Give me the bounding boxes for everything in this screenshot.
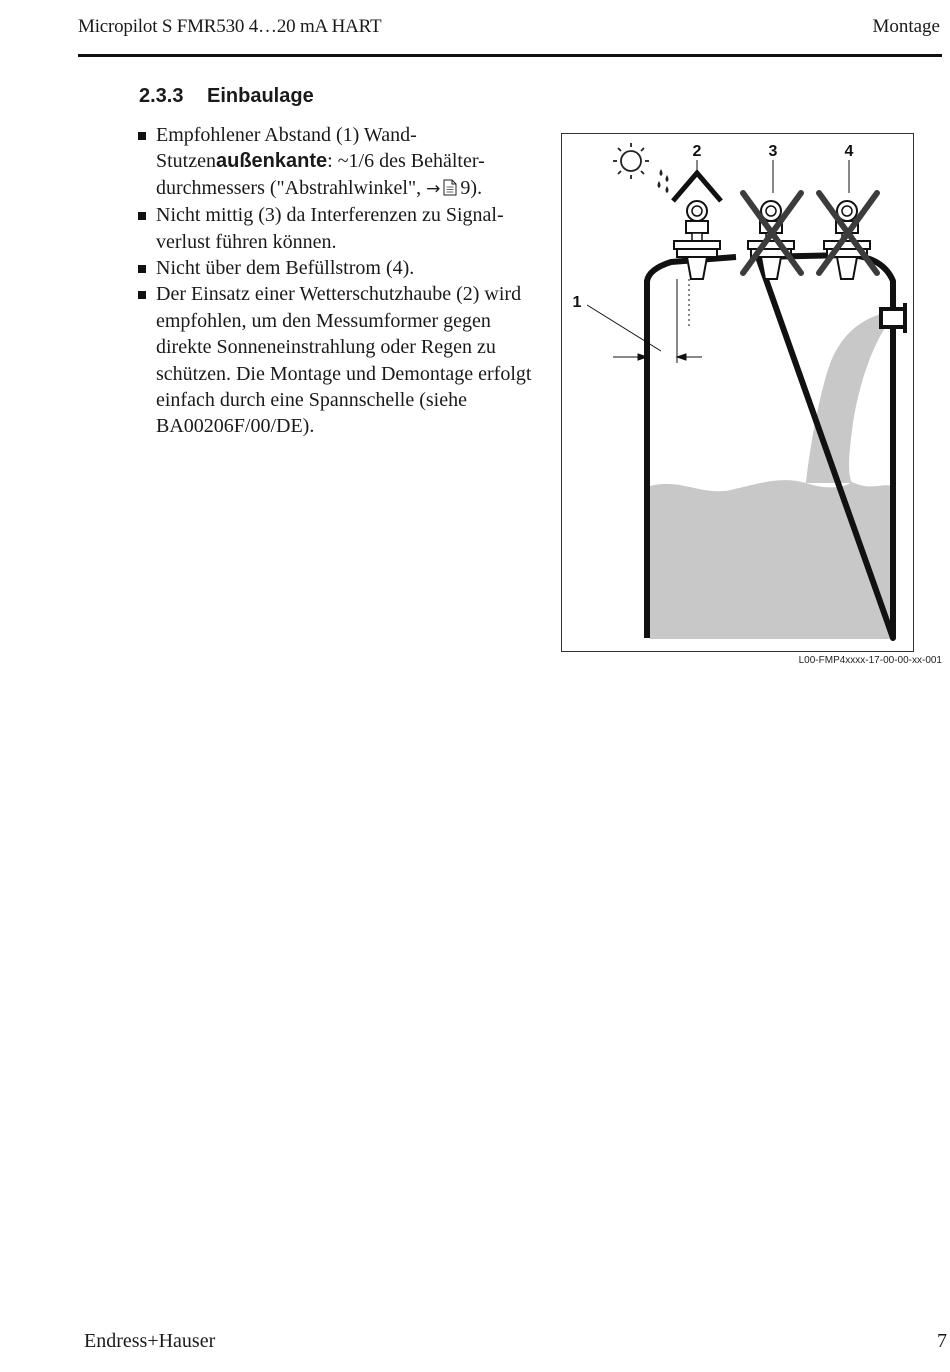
bullet-emphasis: außenkante — [216, 150, 328, 173]
figure-label-3: 3 — [768, 143, 778, 160]
section-heading — [139, 85, 314, 108]
arrow-icon: → — [426, 178, 441, 199]
liquid-surface — [650, 480, 892, 639]
page-number: 7 — [937, 1330, 947, 1352]
figure-label-1: 1 — [572, 294, 582, 311]
bullet-item-distance — [138, 122, 548, 202]
bullet-list — [138, 122, 548, 440]
figure-label-2: 2 — [692, 143, 702, 160]
bullet-text: durchmessers ("Abstrahlwinkel", — [156, 176, 422, 199]
figure-caption: L00-FMP4xxxx-17-00-00-xx-001 — [798, 655, 942, 666]
section-number: 2.3.3 — [139, 85, 184, 107]
bullet-text: : ~1/6 des Behälter- — [327, 150, 485, 173]
running-header-chapter: Montage — [872, 16, 940, 37]
mounting-position-figure — [561, 133, 914, 652]
bullet-item-weather-cover: Der Einsatz einer Wetterschutzhaube (2) wird empfohlen, um den Messumformer gegen direkte Sonneneinstrahlung oder Regen zu schützen. Die Montage und Demontage erfolgt einfach durch eine Spannschelle (siehe BA00206F/00/DE). — [138, 281, 548, 439]
page-reference-icon[interactable] — [443, 179, 457, 196]
inflow-nozzle — [881, 309, 905, 327]
bullet-item-not-center: Nicht mittig (3) da Interferenzen zu Signalverlust führen können. — [138, 202, 548, 255]
page-reference-link[interactable]: 9). — [460, 176, 483, 199]
figure-label-4: 4 — [844, 143, 854, 160]
bullet-text: Stutzen — [156, 150, 216, 173]
footer-company: Endress+Hauser — [84, 1330, 216, 1352]
bullet-text: Empfohlener Abstand (1) Wand- — [156, 124, 417, 146]
header-divider — [78, 54, 942, 57]
bullet-item-not-inflow: Nicht über dem Befüllstrom (4). — [138, 255, 548, 281]
section-title: Einbaulage — [207, 85, 314, 107]
running-header-title: Micropilot S FMR530 4…20 mA HART — [78, 16, 382, 37]
